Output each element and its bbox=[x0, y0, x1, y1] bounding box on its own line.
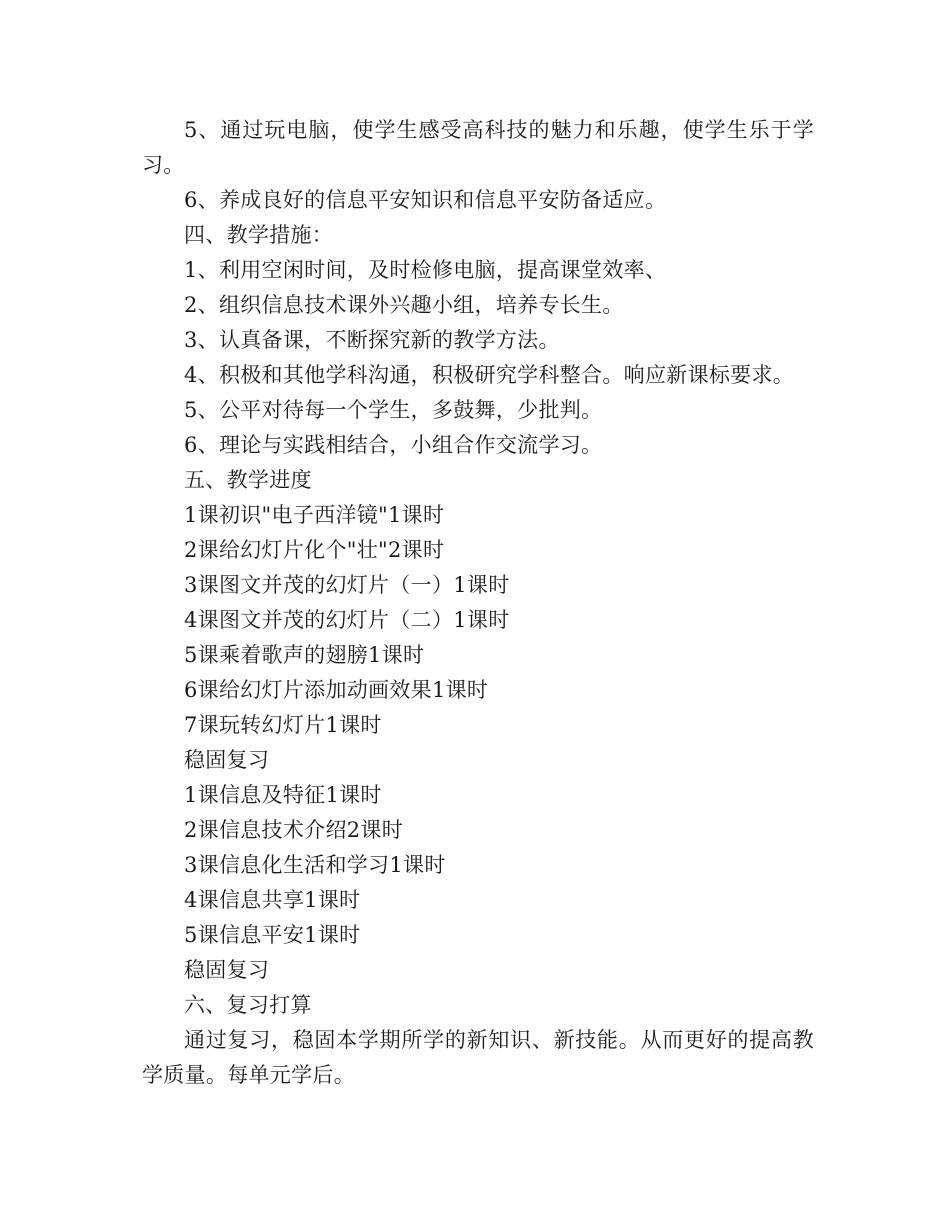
schedule-item: 5课信息平安1课时 bbox=[184, 923, 361, 947]
schedule-item: 7课玩转幻灯片1课时 bbox=[184, 713, 382, 737]
paragraph-measure-4: 4、积极和其他学科沟通，积极研究学科整合。响应新课标要求。 bbox=[184, 363, 795, 387]
paragraph-review-plan: 通过复习，稳固本学期所学的新知识、新技能。从而更好的提高教学质量。每单元学后。 bbox=[142, 1028, 814, 1087]
schedule-item: 4课信息共享1课时 bbox=[184, 888, 361, 912]
schedule-item: 4课图文并茂的幻灯片（二）1课时 bbox=[184, 608, 510, 632]
schedule-item: 3课信息化生活和学习1课时 bbox=[184, 853, 446, 877]
paragraph-measure-5: 5、公平对待每一个学生，多鼓舞，少批判。 bbox=[184, 398, 603, 422]
schedule-review: 稳固复习 bbox=[184, 958, 270, 982]
section-heading-review-plan: 六、复习打算 bbox=[184, 993, 312, 1017]
schedule-review: 稳固复习 bbox=[184, 748, 270, 772]
schedule-item: 1课信息及特征1课时 bbox=[184, 783, 382, 807]
document-body bbox=[142, 113, 814, 1093]
paragraph-goal-6: 6、养成良好的信息平安知识和信息平安防备适应。 bbox=[184, 188, 667, 212]
schedule-item: 6课给幻灯片添加动画效果1课时 bbox=[184, 678, 489, 702]
schedule-item: 5课乘着歌声的翅膀1课时 bbox=[184, 643, 425, 667]
schedule-item: 2课信息技术介绍2课时 bbox=[184, 818, 404, 842]
paragraph-goal-5: 5、通过玩电脑，使学生感受高科技的魅力和乐趣，使学生乐于学习。 bbox=[142, 118, 814, 177]
section-heading-progress: 五、教学进度 bbox=[184, 468, 312, 492]
paragraph-measure-3: 3、认真备课，不断探究新的教学方法。 bbox=[184, 328, 560, 352]
schedule-item: 3课图文并茂的幻灯片（一）1课时 bbox=[184, 573, 510, 597]
paragraph-measure-6: 6、理论与实践相结合，小组合作交流学习。 bbox=[184, 433, 603, 457]
paragraph-measure-2: 2、组织信息技术课外兴趣小组，培养专长生。 bbox=[184, 293, 624, 317]
schedule-item: 2课给幻灯片化个"壮"2课时 bbox=[184, 538, 445, 562]
section-heading-measures: 四、教学措施： bbox=[184, 223, 334, 247]
schedule-item: 1课初识"电子西洋镜"1课时 bbox=[184, 503, 445, 527]
paragraph-measure-1: 1、利用空闲时间，及时检修电脑，提高课堂效率、 bbox=[184, 258, 667, 282]
